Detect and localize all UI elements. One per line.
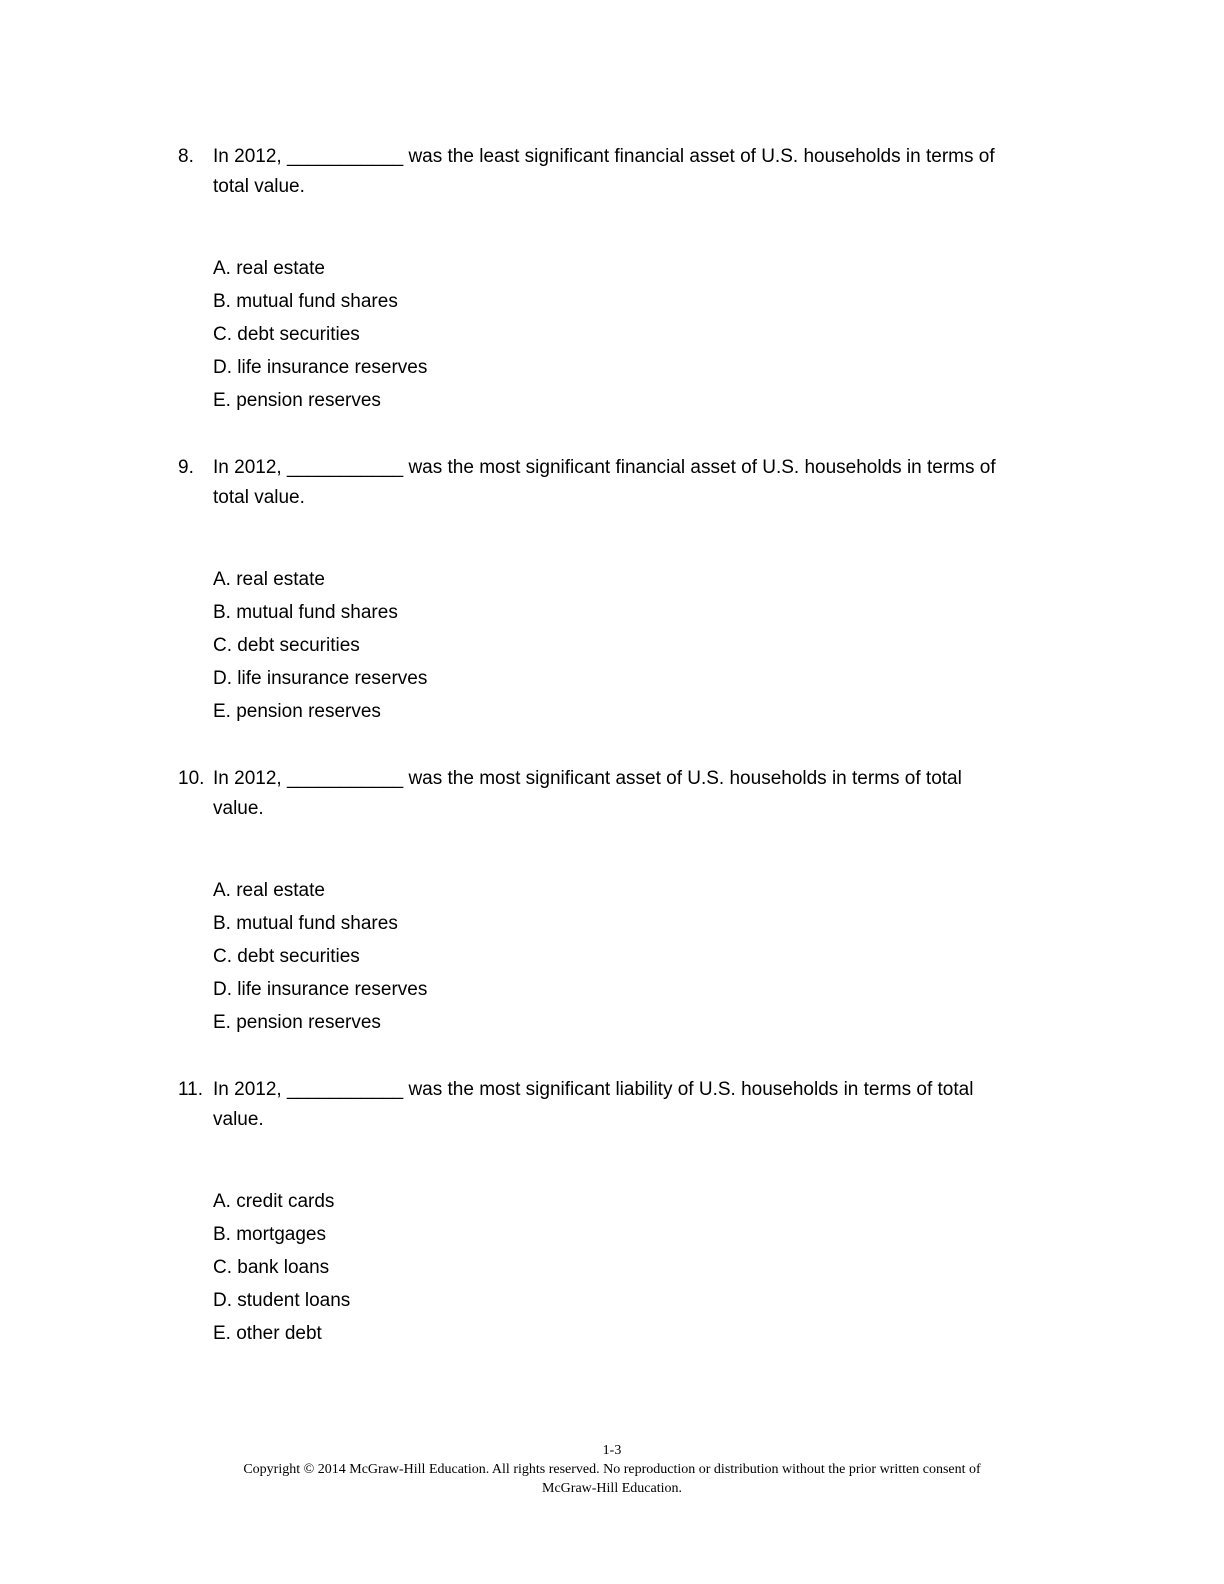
question-number: 8. — [178, 146, 194, 167]
question-line-1 — [178, 453, 1038, 483]
answer-option-b: B. mutual fund shares — [213, 602, 398, 623]
answer-option-a: A. real estate — [213, 258, 325, 279]
answer-option-a: A. credit cards — [213, 1191, 335, 1212]
page-footer — [0, 1441, 1224, 1498]
question-line-1 — [178, 764, 1038, 794]
question-text: In 2012, ___________ was the most significant asset of U.S. households in terms of total — [213, 768, 962, 789]
question-number: 9. — [178, 457, 194, 478]
answer-option-d: D. life insurance reserves — [213, 357, 428, 378]
question-11 — [178, 1075, 1038, 1344]
question-line-2 — [178, 172, 1038, 202]
answer-option-e: E. pension reserves — [213, 701, 381, 722]
answer-options — [213, 1185, 350, 1350]
question-text-continued: value. — [213, 798, 264, 819]
answer-option-a: A. real estate — [213, 880, 325, 901]
question-10 — [178, 764, 1038, 1033]
question-9 — [178, 453, 1038, 722]
answer-option-d: D. life insurance reserves — [213, 979, 428, 1000]
question-number: 11. — [178, 1079, 204, 1100]
answer-option-c: C. debt securities — [213, 324, 360, 345]
question-text: In 2012, ___________ was the most significant liability of U.S. households in terms of total — [213, 1079, 974, 1100]
answer-option-e: E. pension reserves — [213, 1012, 381, 1033]
answer-option-b: B. mutual fund shares — [213, 913, 398, 934]
answer-option-c: C. bank loans — [213, 1257, 330, 1278]
answer-option-b: B. mortgages — [213, 1224, 326, 1245]
question-line-2 — [178, 794, 1038, 824]
question-text-continued: value. — [213, 1109, 264, 1130]
answer-option-c: C. debt securities — [213, 635, 360, 656]
answer-option-e: E. other debt — [213, 1323, 322, 1344]
answer-option-d: D. student loans — [213, 1290, 351, 1311]
copyright-line-1: Copyright © 2014 McGraw-Hill Education. All rights reserved. No reproduction or distribution without the prior written consent of — [243, 1462, 981, 1477]
answer-options — [213, 563, 427, 728]
question-line-1 — [178, 142, 1038, 172]
answer-options — [213, 874, 427, 1039]
page-number: 1-3 — [602, 1443, 622, 1458]
answer-option-c: C. debt securities — [213, 946, 360, 967]
question-number: 10. — [178, 768, 205, 789]
question-8 — [178, 142, 1038, 411]
copyright-line-2: McGraw-Hill Education. — [542, 1481, 682, 1496]
question-text: In 2012, ___________ was the least significant financial asset of U.S. households in terms of — [213, 146, 995, 167]
answer-option-e: E. pension reserves — [213, 390, 381, 411]
question-text-continued: total value. — [213, 176, 305, 197]
question-line-2 — [178, 483, 1038, 513]
answer-options — [213, 252, 427, 417]
question-line-2 — [178, 1105, 1038, 1135]
question-line-1 — [178, 1075, 1038, 1105]
answer-option-b: B. mutual fund shares — [213, 291, 398, 312]
answer-option-a: A. real estate — [213, 569, 325, 590]
question-text: In 2012, ___________ was the most significant financial asset of U.S. households in terms of — [213, 457, 996, 478]
question-text-continued: total value. — [213, 487, 305, 508]
answer-option-d: D. life insurance reserves — [213, 668, 428, 689]
